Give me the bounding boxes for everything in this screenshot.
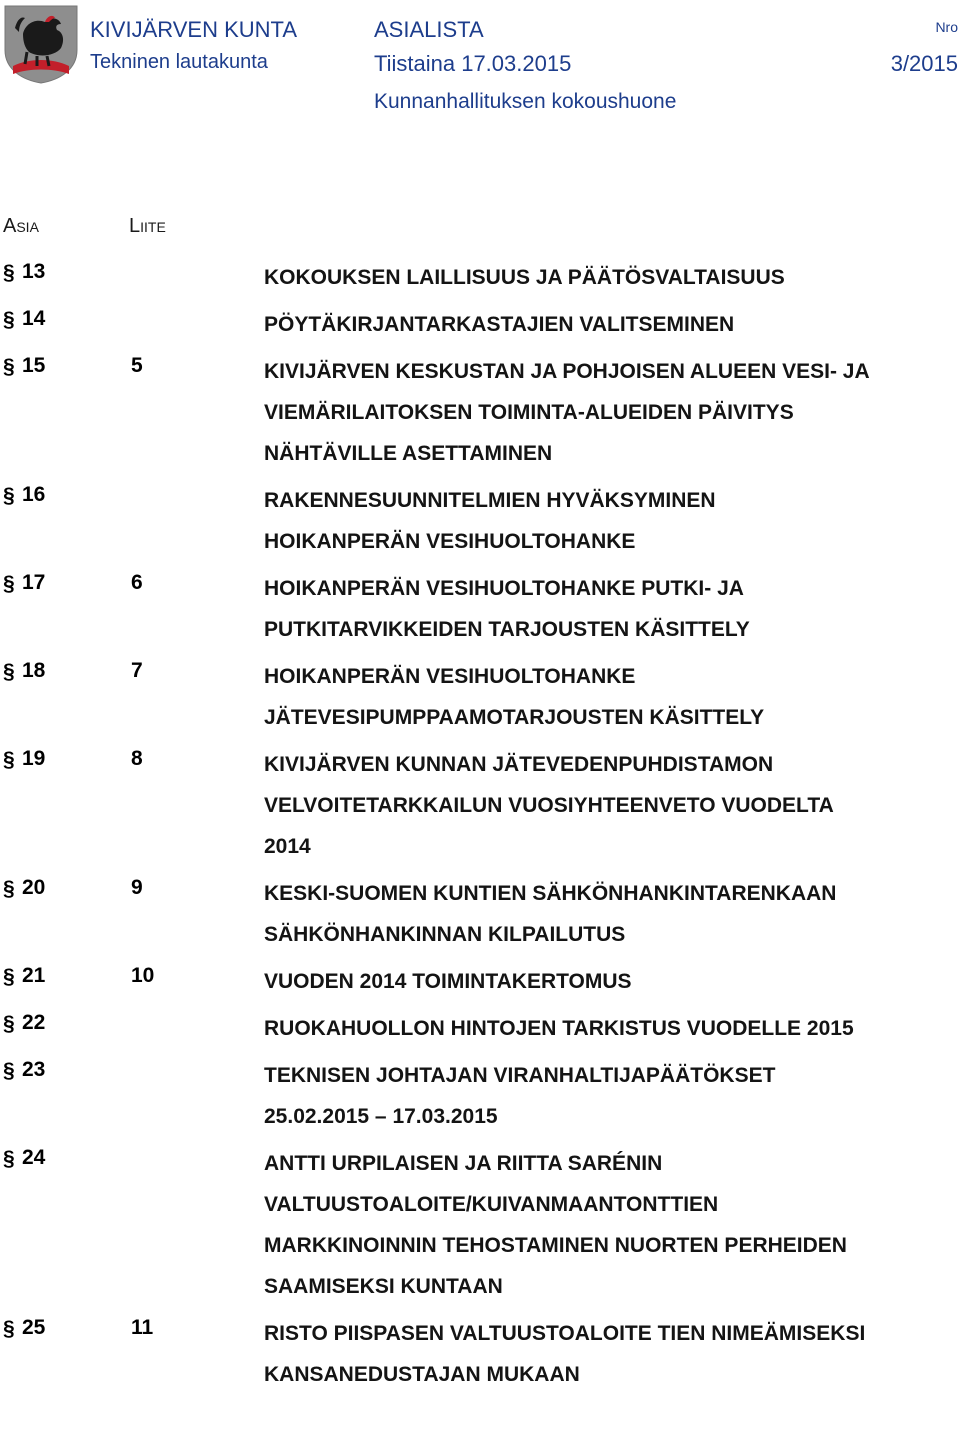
meeting-venue: Kunnanhallituksen kokoushuone — [374, 90, 677, 113]
item-title: KESKI-SUOMEN KUNTIEN SÄHKÖNHANKINTARENKAAN SÄHKÖNHANKINNAN KILPAILUTUS — [264, 882, 837, 946]
item-title: KOKOUKSEN LAILLISUUS JA PÄÄTÖSVALTAISUUS — [264, 266, 785, 289]
item-title: TEKNISEN JOHTAJAN VIRANHALTIJAPÄÄTÖKSET 25.02.2015 – 17.03.2015 — [264, 1064, 776, 1128]
agenda-item — [0, 1008, 960, 1049]
attachment-number: 5 — [131, 354, 143, 377]
agenda-item — [0, 1055, 960, 1137]
item-number: 14 — [22, 307, 46, 330]
agenda-item — [0, 480, 960, 562]
attachment-number: 11 — [131, 1316, 154, 1339]
section-sign-icon: § — [3, 1059, 15, 1082]
section-sign-icon: § — [3, 965, 15, 988]
municipality-name: KIVIJÄRVEN KUNTA — [90, 17, 298, 42]
column-header-liite: Liite — [129, 215, 166, 237]
item-number: 13 — [22, 260, 46, 283]
item-title: HOIKANPERÄN VESIHUOLTOHANKE PUTKI- JA PUTKITARVIKKEIDEN TARJOUSTEN KÄSITTELY — [264, 577, 750, 641]
section-sign-icon: § — [3, 1012, 15, 1035]
item-number: 15 — [22, 354, 46, 377]
column-header-asia: Asia — [3, 215, 39, 237]
item-number: 22 — [22, 1011, 46, 1034]
item-title: PÖYTÄKIRJANTARKASTAJIEN VALITSEMINEN — [264, 313, 735, 336]
attachment-number: 7 — [131, 659, 143, 682]
section-sign-icon: § — [3, 748, 15, 771]
item-title: KIVIJÄRVEN KUNNAN JÄTEVEDENPUHDISTAMON VELVOITETARKKAILUN VUOSIYHTEENVETO VUODELTA 2014 — [264, 753, 834, 858]
section-sign-icon: § — [3, 877, 15, 900]
item-number: 25 — [22, 1316, 46, 1339]
section-sign-icon: § — [3, 1317, 15, 1340]
attachment-number: 8 — [131, 747, 143, 770]
agenda-item — [0, 351, 960, 474]
item-title: ANTTI URPILAISEN JA RIITTA SARÉNIN VALTUUSTOALOITE/KUIVANMAANTONTTIEN MARKKINOINNIN TEHOSTAMINEN NUORTEN PERHEIDEN SAAMISEKSI KUNTAAN — [264, 1152, 847, 1298]
item-number: 17 — [22, 571, 46, 594]
agenda-item — [0, 961, 960, 1002]
agenda-item — [0, 656, 960, 738]
document-number: 3/2015 — [890, 51, 958, 76]
board-name: Tekninen lautakunta — [90, 51, 268, 73]
document-type: ASIALISTA — [374, 17, 484, 42]
item-number: 23 — [22, 1058, 46, 1081]
item-title: KIVIJÄRVEN KESKUSTAN JA POHJOISEN ALUEEN VESI- JA VIEMÄRILAITOKSEN TOIMINTA-ALUEIDEN PÄIVITYS NÄHTÄVILLE ASETTAMINEN — [264, 360, 870, 465]
item-title: RUOKAHUOLLON HINTOJEN TARKISTUS VUODELLE 2015 — [264, 1017, 854, 1040]
item-title: HOIKANPERÄN VESIHUOLTOHANKE JÄTEVESIPUMPPAAMOTARJOUSTEN KÄSITTELY — [264, 665, 765, 729]
section-sign-icon: § — [3, 484, 15, 507]
section-sign-icon: § — [3, 261, 15, 284]
number-label: Nro — [935, 19, 958, 35]
agenda-item — [0, 1313, 960, 1395]
agenda-item — [0, 568, 960, 650]
agenda-item — [0, 257, 960, 298]
item-title: VUODEN 2014 TOIMINTAKERTOMUS — [264, 970, 632, 993]
attachment-number: 9 — [131, 876, 143, 899]
agenda-item — [0, 304, 960, 345]
agenda-item — [0, 744, 960, 867]
item-number: 21 — [22, 964, 46, 987]
agenda-item — [0, 1143, 960, 1307]
item-number: 20 — [22, 876, 46, 899]
attachment-number: 10 — [131, 964, 155, 987]
section-sign-icon: § — [3, 308, 15, 331]
meeting-date: Tiistaina 17.03.2015 — [374, 51, 572, 76]
item-number: 19 — [22, 747, 46, 770]
agenda-list — [0, 262, 960, 1401]
section-sign-icon: § — [3, 660, 15, 683]
section-sign-icon: § — [3, 572, 15, 595]
item-number: 18 — [22, 659, 46, 682]
item-title: RAKENNESUUNNITELMIEN HYVÄKSYMINEN HOIKANPERÄN VESIHUOLTOHANKE — [264, 489, 716, 553]
attachment-number: 6 — [131, 571, 143, 594]
section-sign-icon: § — [3, 355, 15, 378]
agenda-item — [0, 873, 960, 955]
item-title: RISTO PIISPASEN VALTUUSTOALOITE TIEN NIMEÄMISEKSI KANSANEDUSTAJAN MUKAAN — [264, 1322, 866, 1386]
item-number: 24 — [22, 1146, 46, 1169]
section-sign-icon: § — [3, 1147, 15, 1170]
item-number: 16 — [22, 483, 46, 506]
coat-of-arms-logo — [3, 4, 79, 84]
